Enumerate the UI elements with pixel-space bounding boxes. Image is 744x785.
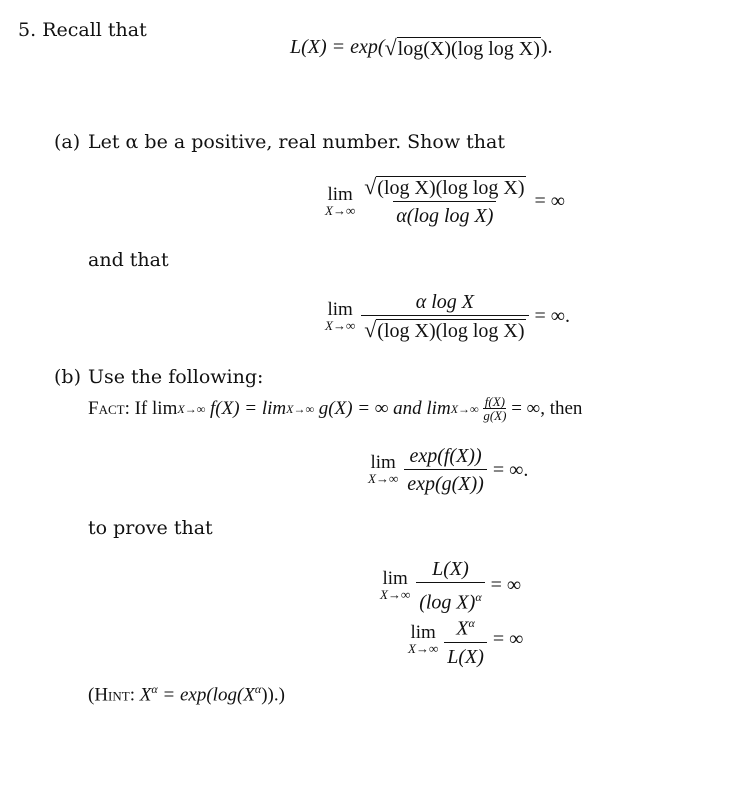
rhs: = ∞: [490, 574, 522, 597]
denominator: L(X): [444, 642, 487, 668]
hint-line: (Hint: $X^\alpha = \exp(\log(X^\alpha))$.): [88, 682, 285, 706]
rhs: = ∞.: [534, 305, 571, 327]
def-lhs: L(X) = exp(: [290, 36, 385, 58]
fraction: [444, 612, 487, 668]
limit-operator: lim X→∞: [408, 621, 439, 656]
part-b-text: Use the following:: [88, 366, 264, 388]
fraction: [416, 558, 484, 614]
and-that-text: and that: [88, 249, 169, 271]
limit-operator: lim X→∞: [325, 183, 356, 218]
def-end: ).: [540, 36, 553, 58]
denominator: (log X)$^\alpha$: [416, 582, 484, 614]
denominator-radicand: (log X)(log log X): [377, 320, 525, 342]
rhs: = ∞.: [492, 458, 529, 481]
limit-operator: lim X→∞: [325, 298, 356, 333]
equation-a1: [325, 176, 565, 227]
fraction: α log X √ (log X)(log log X): [361, 291, 528, 342]
equation-b3: [408, 612, 523, 668]
problem-intro: Recall that: [42, 19, 147, 41]
limit-operator: lim X→∞: [380, 567, 411, 602]
rhs: = ∞: [492, 628, 524, 651]
definition-equation: [290, 36, 553, 59]
to-prove-text: to prove that: [88, 517, 213, 539]
rhs: = ∞: [534, 190, 566, 212]
equation-a2: [325, 291, 570, 342]
fact-line: Fact: If lim X→∞ f(X) = lim X→∞ g(X) = ∞ and lim X→∞ $\frac{f(X)}{g(X)}$ = ∞, then: [88, 394, 583, 423]
part-a-text: Let α be a positive, real number. Show that: [88, 131, 505, 153]
numerator: L(X): [432, 558, 469, 580]
part-b-label: (b): [54, 366, 81, 388]
hint-label: Hint:: [94, 684, 135, 706]
part-a-label: (a): [54, 131, 81, 153]
equation-b2: [380, 558, 521, 614]
denominator: α(log log X): [393, 201, 496, 227]
denominator: exp(g(X)): [404, 469, 487, 495]
numerator-radicand: (log X)(log log X): [377, 177, 525, 199]
numerator: exp(f(X)): [409, 445, 482, 467]
def-radicand: log(X)(log log X): [397, 37, 540, 60]
numerator: α log X: [415, 291, 474, 313]
def-sqrt: √ log(X)(log log X): [384, 34, 540, 60]
equation-b1: [368, 445, 528, 495]
fact-fraction: $\frac{f(X)}{g(X)}$: [483, 394, 507, 423]
fraction: √ (log X)(log log X) α(log log X): [364, 174, 525, 227]
problem-number: 5. Recall that: [18, 19, 147, 41]
fraction: [404, 445, 487, 495]
limit-operator: lim X→∞: [368, 452, 399, 486]
fact-label: Fact:: [88, 398, 130, 419]
numerator: $X^\alpha$: [456, 616, 475, 640]
